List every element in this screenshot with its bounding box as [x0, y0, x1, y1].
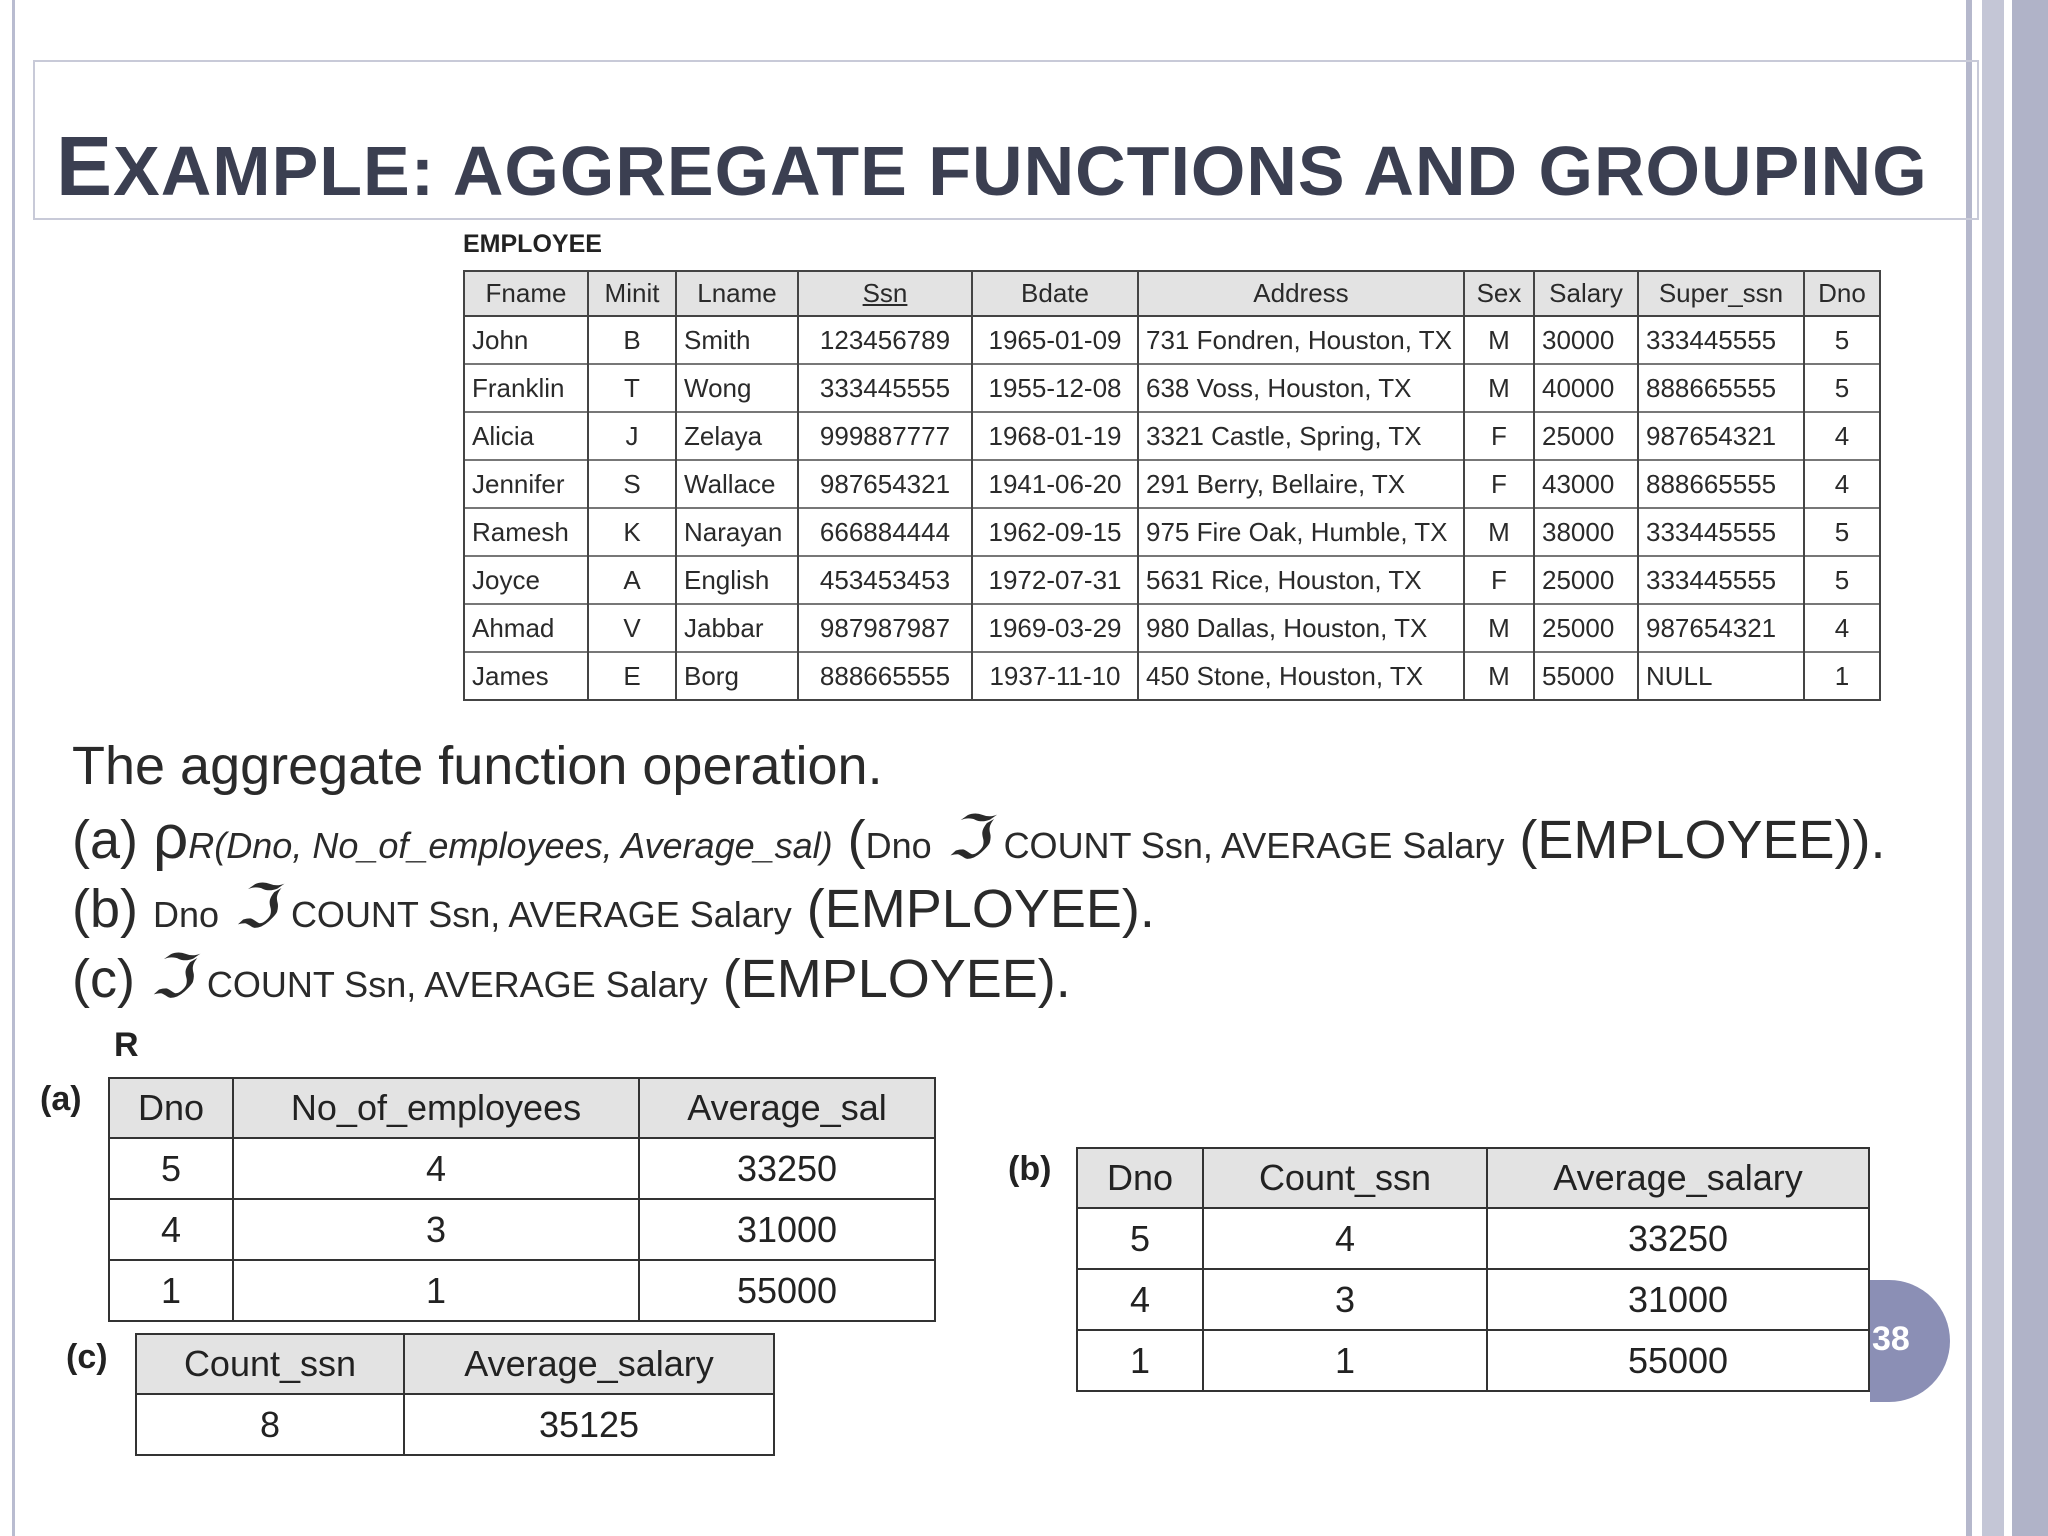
cell-average-sal: 55000: [639, 1260, 935, 1321]
expression-c-tail: (EMPLOYEE).: [722, 949, 1071, 1009]
cell-average-sal: 31000: [639, 1199, 935, 1260]
table-row: [109, 1138, 935, 1199]
cell-minit: S: [588, 460, 676, 508]
cell-lname: Borg: [676, 652, 798, 700]
col-header-lname: Lname: [676, 271, 798, 316]
cell-address: 3321 Castle, Spring, TX: [1138, 412, 1464, 460]
cell-bdate: 1962-09-15: [972, 508, 1138, 556]
cell-address: 291 Berry, Bellaire, TX: [1138, 460, 1464, 508]
cell-bdate: 1965-01-09: [972, 316, 1138, 364]
expression-b-label: (b): [72, 879, 138, 939]
cell-ssn: 999887777: [798, 412, 972, 460]
cell-dno: 1: [1804, 652, 1880, 700]
expression-a-tail: (EMPLOYEE)).: [1519, 810, 1886, 870]
cell-dno: 5: [1804, 556, 1880, 604]
cell-fname: James: [464, 652, 588, 700]
cell-count-ssn: 4: [1203, 1208, 1487, 1269]
cell-super-ssn: 987654321: [1638, 412, 1804, 460]
cell-super-ssn: 333445555: [1638, 508, 1804, 556]
cell-bdate: 1968-01-19: [972, 412, 1138, 460]
result-c-label: (c): [66, 1338, 108, 1376]
cell-dno: 1: [109, 1260, 233, 1321]
description-heading: The aggregate function operation.: [72, 736, 883, 796]
cell-sex: F: [1464, 556, 1534, 604]
cell-fname: Franklin: [464, 364, 588, 412]
aggregate-symbol: ℑ: [234, 872, 276, 942]
cell-ssn: 987654321: [798, 460, 972, 508]
cell-salary: 25000: [1534, 604, 1638, 652]
table-row: [1077, 1330, 1869, 1391]
expression-a-label: (a): [72, 810, 138, 870]
cell-bdate: 1937-11-10: [972, 652, 1138, 700]
cell-salary: 55000: [1534, 652, 1638, 700]
cell-sex: M: [1464, 364, 1534, 412]
right-decorative-stripes: [1960, 0, 2048, 1536]
col-header-average-sal: Average_sal: [639, 1078, 935, 1138]
table-row: [1077, 1269, 1869, 1330]
table-row: [464, 604, 1880, 652]
cell-ssn: 888665555: [798, 652, 972, 700]
left-border-line: [12, 0, 15, 1536]
cell-lname: Smith: [676, 316, 798, 364]
cell-average-sal: 33250: [639, 1138, 935, 1199]
cell-no-of-employees: 4: [233, 1138, 639, 1199]
expression-b: [72, 872, 1155, 942]
cell-minit: B: [588, 316, 676, 364]
cell-bdate: 1955-12-08: [972, 364, 1138, 412]
result-a-header-row: [109, 1078, 935, 1138]
cell-super-ssn: 987654321: [1638, 604, 1804, 652]
cell-salary: 25000: [1534, 412, 1638, 460]
cell-fname: Ahmad: [464, 604, 588, 652]
cell-sex: M: [1464, 604, 1534, 652]
cell-address: 450 Stone, Houston, TX: [1138, 652, 1464, 700]
table-row: [464, 460, 1880, 508]
table-row: [464, 556, 1880, 604]
cell-super-ssn: 333445555: [1638, 556, 1804, 604]
open-paren: (: [847, 810, 866, 870]
relation-name-r: R: [114, 1026, 139, 1064]
expression-c-label: (c): [72, 949, 135, 1009]
rho-symbol: ρ: [153, 803, 189, 872]
result-table-b: [1076, 1147, 1870, 1392]
function-list: COUNT Ssn, AVERAGE Salary: [290, 894, 792, 935]
table-row: [136, 1394, 774, 1455]
cell-average-salary: 31000: [1487, 1269, 1869, 1330]
cell-lname: English: [676, 556, 798, 604]
col-header-salary: Salary: [1534, 271, 1638, 316]
cell-lname: Jabbar: [676, 604, 798, 652]
cell-dno: 4: [1804, 604, 1880, 652]
expression-b-tail: (EMPLOYEE).: [806, 879, 1155, 939]
cell-fname: Jennifer: [464, 460, 588, 508]
col-header-average-salary: Average_salary: [1487, 1148, 1869, 1208]
employee-table: [463, 270, 1881, 701]
cell-dno: 4: [109, 1199, 233, 1260]
employee-table-caption: EMPLOYEE: [463, 230, 602, 258]
table-row: [464, 316, 1880, 364]
result-b-label: (b): [1008, 1150, 1052, 1188]
col-header-dno: Dno: [1804, 271, 1880, 316]
cell-sex: M: [1464, 652, 1534, 700]
cell-salary: 30000: [1534, 316, 1638, 364]
aggregate-symbol: ℑ: [149, 942, 192, 1012]
cell-bdate: 1972-07-31: [972, 556, 1138, 604]
cell-fname: Joyce: [464, 556, 588, 604]
cell-minit: J: [588, 412, 676, 460]
cell-address: 5631 Rice, Houston, TX: [1138, 556, 1464, 604]
table-row: [464, 508, 1880, 556]
table-row: [109, 1199, 935, 1260]
employee-header-row: [464, 271, 1880, 316]
cell-minit: K: [588, 508, 676, 556]
col-header-minit: Minit: [588, 271, 676, 316]
cell-average-salary: 33250: [1487, 1208, 1869, 1269]
cell-ssn: 333445555: [798, 364, 972, 412]
cell-minit: T: [588, 364, 676, 412]
cell-bdate: 1969-03-29: [972, 604, 1138, 652]
col-header-fname: Fname: [464, 271, 588, 316]
cell-sex: M: [1464, 316, 1534, 364]
col-header-bdate: Bdate: [972, 271, 1138, 316]
cell-ssn: 453453453: [798, 556, 972, 604]
table-row: [464, 364, 1880, 412]
cell-salary: 43000: [1534, 460, 1638, 508]
cell-lname: Wallace: [676, 460, 798, 508]
cell-minit: V: [588, 604, 676, 652]
cell-fname: Alicia: [464, 412, 588, 460]
col-header-ssn: Ssn: [798, 271, 972, 316]
cell-lname: Zelaya: [676, 412, 798, 460]
cell-count-ssn: 8: [136, 1394, 404, 1455]
result-table-a: [108, 1077, 936, 1322]
slide-title: EXAMPLE: AGGREGATE FUNCTIONS AND GROUPING: [56, 119, 1928, 213]
cell-super-ssn: 333445555: [1638, 316, 1804, 364]
cell-dno: 4: [1804, 460, 1880, 508]
page-number-badge: [1870, 1280, 1950, 1402]
result-c-header-row: [136, 1334, 774, 1394]
cell-ssn: 666884444: [798, 508, 972, 556]
cell-count-ssn: 1: [1203, 1330, 1487, 1391]
cell-dno: 4: [1077, 1269, 1203, 1330]
cell-minit: A: [588, 556, 676, 604]
cell-dno: 5: [109, 1138, 233, 1199]
expression-a: [72, 802, 1885, 873]
cell-dno: 5: [1077, 1208, 1203, 1269]
cell-address: 638 Voss, Houston, TX: [1138, 364, 1464, 412]
cell-dno: 5: [1804, 508, 1880, 556]
table-row: [109, 1260, 935, 1321]
cell-dno: 5: [1804, 364, 1880, 412]
cell-address: 731 Fondren, Houston, TX: [1138, 316, 1464, 364]
cell-sex: M: [1464, 508, 1534, 556]
cell-average-salary: 35125: [404, 1394, 774, 1455]
cell-ssn: 123456789: [798, 316, 972, 364]
cell-address: 975 Fire Oak, Humble, TX: [1138, 508, 1464, 556]
cell-dno: 5: [1804, 316, 1880, 364]
function-list: COUNT Ssn, AVERAGE Salary: [206, 964, 708, 1005]
col-header-dno: Dno: [109, 1078, 233, 1138]
aggregate-symbol: ℑ: [946, 803, 989, 873]
rho-subscript: R(Dno, No_of_employees, Average_sal): [188, 825, 833, 866]
grouping-attribute: Dno: [153, 894, 220, 935]
col-header-sex: Sex: [1464, 271, 1534, 316]
cell-sex: F: [1464, 460, 1534, 508]
cell-minit: E: [588, 652, 676, 700]
cell-sex: F: [1464, 412, 1534, 460]
cell-lname: Wong: [676, 364, 798, 412]
col-header-no-of-employees: No_of_employees: [233, 1078, 639, 1138]
table-row: [464, 412, 1880, 460]
function-list: COUNT Ssn, AVERAGE Salary: [1003, 825, 1505, 866]
cell-dno: 1: [1077, 1330, 1203, 1391]
cell-bdate: 1941-06-20: [972, 460, 1138, 508]
col-header-count-ssn: Count_ssn: [136, 1334, 404, 1394]
cell-address: 980 Dallas, Houston, TX: [1138, 604, 1464, 652]
cell-super-ssn: 888665555: [1638, 364, 1804, 412]
col-header-average-salary: Average_salary: [404, 1334, 774, 1394]
result-a-label: (a): [40, 1080, 82, 1118]
cell-salary: 40000: [1534, 364, 1638, 412]
expression-c: [72, 942, 1071, 1012]
cell-average-salary: 55000: [1487, 1330, 1869, 1391]
cell-no-of-employees: 3: [233, 1199, 639, 1260]
cell-count-ssn: 3: [1203, 1269, 1487, 1330]
col-header-dno: Dno: [1077, 1148, 1203, 1208]
cell-salary: 25000: [1534, 556, 1638, 604]
grouping-attribute: Dno: [865, 825, 932, 866]
cell-super-ssn: NULL: [1638, 652, 1804, 700]
cell-fname: Ramesh: [464, 508, 588, 556]
col-header-count-ssn: Count_ssn: [1203, 1148, 1487, 1208]
page-number: 38: [1872, 1320, 1910, 1358]
col-header-super-ssn: Super_ssn: [1638, 271, 1804, 316]
table-row: [464, 652, 1880, 700]
cell-salary: 38000: [1534, 508, 1638, 556]
cell-fname: John: [464, 316, 588, 364]
cell-lname: Narayan: [676, 508, 798, 556]
result-table-c: [135, 1333, 775, 1456]
cell-dno: 4: [1804, 412, 1880, 460]
table-row: [1077, 1208, 1869, 1269]
cell-no-of-employees: 1: [233, 1260, 639, 1321]
result-b-header-row: [1077, 1148, 1869, 1208]
cell-super-ssn: 888665555: [1638, 460, 1804, 508]
col-header-address: Address: [1138, 271, 1464, 316]
cell-ssn: 987987987: [798, 604, 972, 652]
